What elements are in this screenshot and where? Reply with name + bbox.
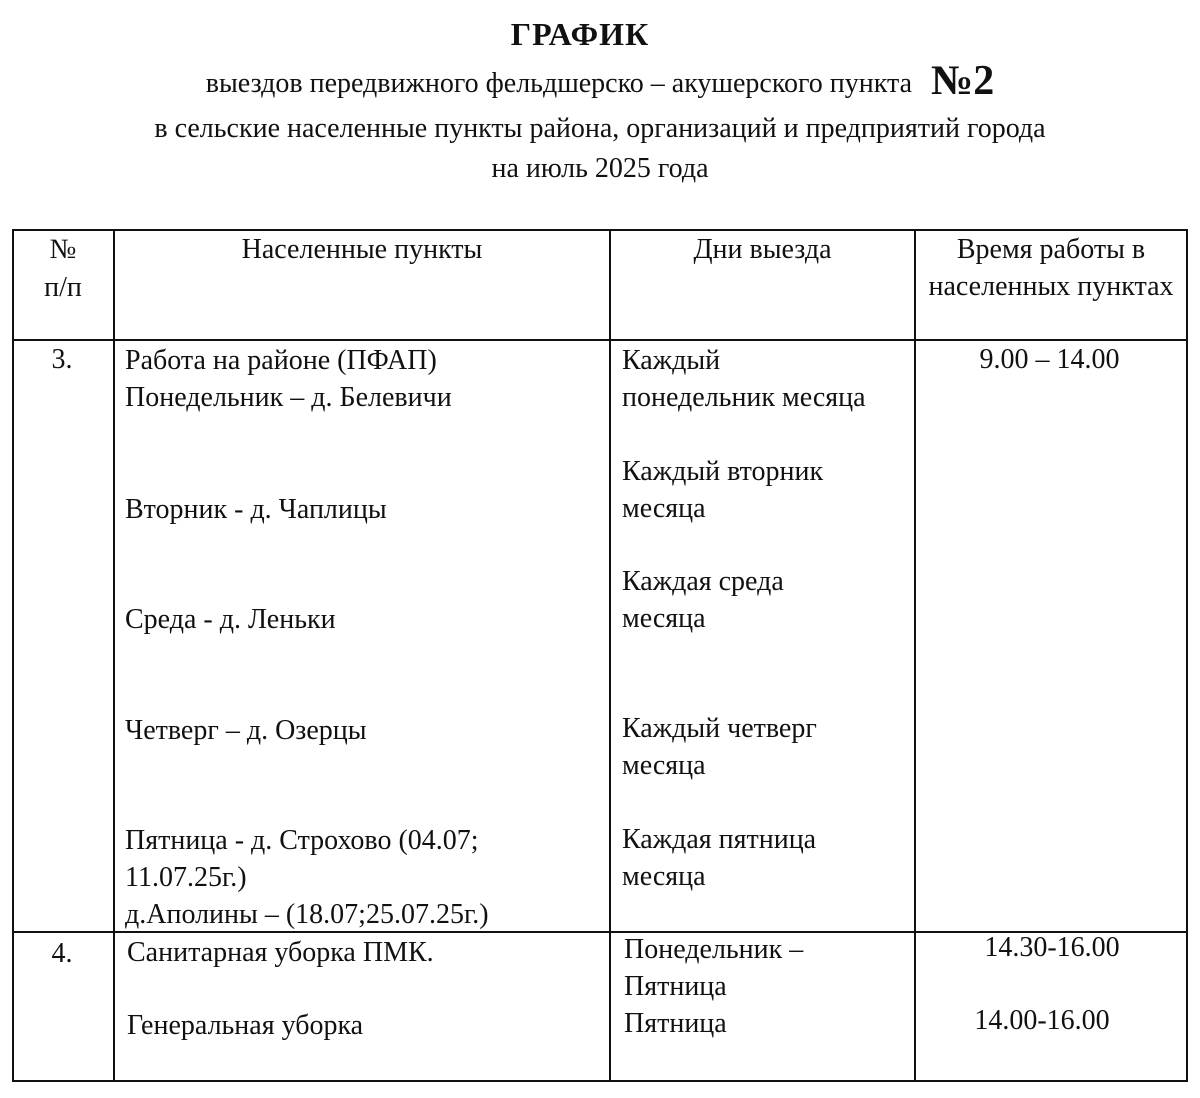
schedule-table [12,229,1188,1082]
table-border-bottom [12,1080,1188,1082]
row-3-day-6: Каждый четверг [622,713,817,744]
row-3-num: 3. [51,344,73,375]
row-3-day-9: месяца [622,861,706,892]
row-3-place-2: Вторник - д. Чаплицы [125,494,387,525]
row-3-place-5: Пятница - д. Строхово (04.07; [125,825,479,856]
row-3-day-4: Каждая среда [622,566,784,597]
row-3-day-7: месяца [622,750,706,781]
header-places: Населенные пункты [241,234,483,265]
row-3-place-0: Работа на районе (ПФАП) [125,345,437,376]
row-3-day-8: Каждая пятница [622,824,817,855]
row-3-time: 9.00 – 14.00 [979,344,1120,375]
row-4-place-0: Санитарная уборка ПМК. [127,937,434,968]
row-4-day-2: Пятница [624,1008,727,1039]
row-3-place-6: 11.07.25г.) [125,862,247,893]
column-divider-1 [113,229,115,1082]
row-4-place-1: Генеральная уборка [127,1010,364,1041]
subtitle-line-1 [0,58,1200,104]
row-4-day-0: Понедельник – [624,934,804,965]
row-3-day-0: Каждый [622,345,721,376]
row-3-day-2: Каждый вторник [622,456,824,487]
row-4-num: 4. [51,938,73,969]
column-divider-2 [609,229,611,1082]
table-border-right [1186,229,1188,1082]
document-title: ГРАФИК [510,16,650,52]
row-3-place-1: Понедельник – д. Белевичи [125,382,452,413]
unit-number: №2 [931,58,995,104]
row-3-place-4: Четверг – д. Озерцы [125,715,367,746]
row-3-day-1: понедельник месяца [622,382,866,413]
subtitle-line-2: в сельские населенные пункты района, организаций и предприятий города [154,113,1046,144]
row-3-place-7: д.Аполины – (18.07;25.07.25г.) [125,899,489,930]
row-3-place-3: Среда - д. Леньки [125,604,336,635]
subtitle-line-3: на июль 2025 года [491,153,709,184]
column-divider-3 [914,229,916,1082]
row-3-day-5: месяца [622,603,706,634]
row-4-time-0: 14.30-16.00 [984,932,1120,963]
row-4-day-1: Пятница [624,971,727,1002]
row-4-time-1: 14.00-16.00 [974,1005,1110,1036]
header-num: № п/п [44,234,82,303]
header-time: Время работы в населенных пунктах [928,234,1174,302]
subtitle-line-1-text: выездов передвижного фельдшерско – акушерского пункта [205,68,913,99]
header-days: Дни выезда [693,234,832,265]
row-3-day-3: месяца [622,493,706,524]
